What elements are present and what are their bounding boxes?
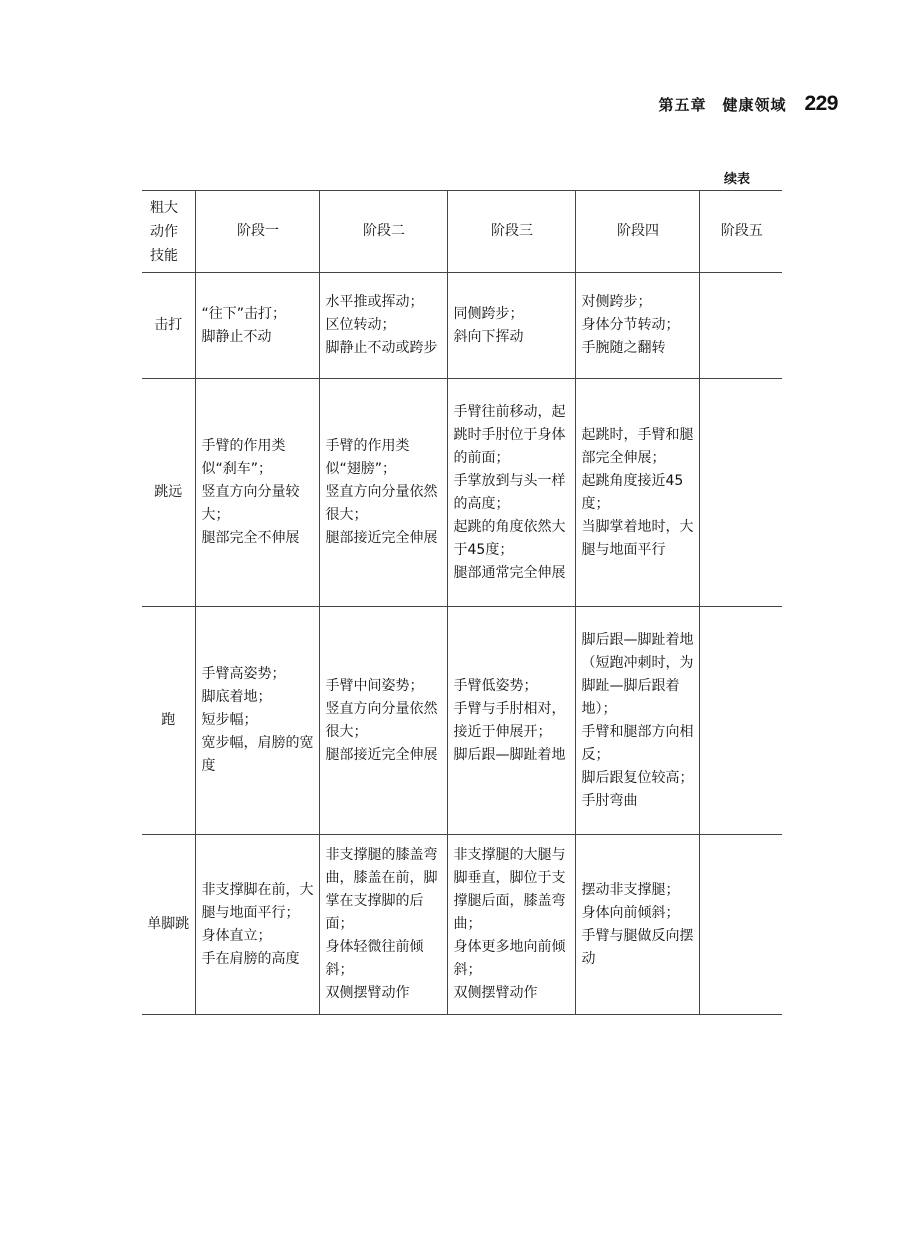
table-row <box>142 379 782 607</box>
stage3-cell: 手臂低姿势； 手臂与手肘相对，接近于伸展开； 脚后跟—脚趾着地 <box>447 607 575 835</box>
column-header-skill <box>142 191 195 273</box>
stage5-cell <box>699 607 782 835</box>
stage2-cell: 水平推或挥动； 区位转动； 脚静止不动或跨步 <box>319 273 447 379</box>
stage1-cell: “往下”击打； 脚静止不动 <box>195 273 319 379</box>
skill-name: 击打 <box>142 273 195 379</box>
column-header-stage2: 阶段二 <box>319 191 447 273</box>
stage4-cell: 摆动非支撑腿； 身体向前倾斜； 手臂与腿做反向摆动 <box>575 835 699 1015</box>
table-header-row <box>142 191 782 273</box>
column-header-stage3: 阶段三 <box>447 191 575 273</box>
stage5-cell <box>699 379 782 607</box>
table-row <box>142 835 782 1015</box>
column-header-skill-text: 粗大 动作 技能 <box>150 199 178 264</box>
stage1-cell: 非支撑脚在前，大腿与地面平行； 身体直立； 手在肩膀的高度 <box>195 835 319 1015</box>
stage1-cell: 手臂的作用类似“刹车”； 竖直方向分量较大； 腿部完全不伸展 <box>195 379 319 607</box>
running-head <box>658 92 838 116</box>
page-number: 229 <box>804 92 838 115</box>
column-header-stage1: 阶段一 <box>195 191 319 273</box>
table-row <box>142 607 782 835</box>
stage5-cell <box>699 835 782 1015</box>
continued-label: 续表 <box>724 172 751 187</box>
skill-name: 单脚跳 <box>142 835 195 1015</box>
table-row <box>142 273 782 379</box>
stage2-cell: 手臂的作用类似“翅膀”； 竖直方向分量依然很大； 腿部接近完全伸展 <box>319 379 447 607</box>
stage1-cell: 手臂高姿势； 脚底着地； 短步幅； 宽步幅，肩膀的宽度 <box>195 607 319 835</box>
column-header-stage4: 阶段四 <box>575 191 699 273</box>
stage5-cell <box>699 273 782 379</box>
skill-name: 跳远 <box>142 379 195 607</box>
motor-skills-table <box>142 190 782 1015</box>
stage2-cell: 非支撑腿的膝盖弯曲，膝盖在前，脚掌在支撑脚的后面； 身体轻微往前倾斜； 双侧摆臂动作 <box>319 835 447 1015</box>
stage4-cell: 起跳时，手臂和腿部完全伸展； 起跳角度接近45度； 当脚掌着地时，大腿与地面平行 <box>575 379 699 607</box>
column-header-stage5: 阶段五 <box>699 191 782 273</box>
stage2-cell: 手臂中间姿势； 竖直方向分量依然很大； 腿部接近完全伸展 <box>319 607 447 835</box>
stage4-cell: 对侧跨步； 身体分节转动； 手腕随之翻转 <box>575 273 699 379</box>
stage3-cell: 非支撑腿的大腿与脚垂直，脚位于支撑腿后面，膝盖弯曲； 身体更多地向前倾斜； 双侧摆臂动作 <box>447 835 575 1015</box>
skill-name: 跑 <box>142 607 195 835</box>
stage4-cell: 脚后跟—脚趾着地（短跑冲刺时，为脚趾—脚后跟着地）； 手臂和腿部方向相反； 脚后跟复位较高； 手肘弯曲 <box>575 607 699 835</box>
stage3-cell: 同侧跨步； 斜向下挥动 <box>447 273 575 379</box>
stage3-cell: 手臂往前移动，起跳时手肘位于身体的前面； 手掌放到与头一样的高度； 起跳的角度依然大于45度； 腿部通常完全伸展 <box>447 379 575 607</box>
chapter-title: 第五章 健康领域 <box>658 96 787 114</box>
